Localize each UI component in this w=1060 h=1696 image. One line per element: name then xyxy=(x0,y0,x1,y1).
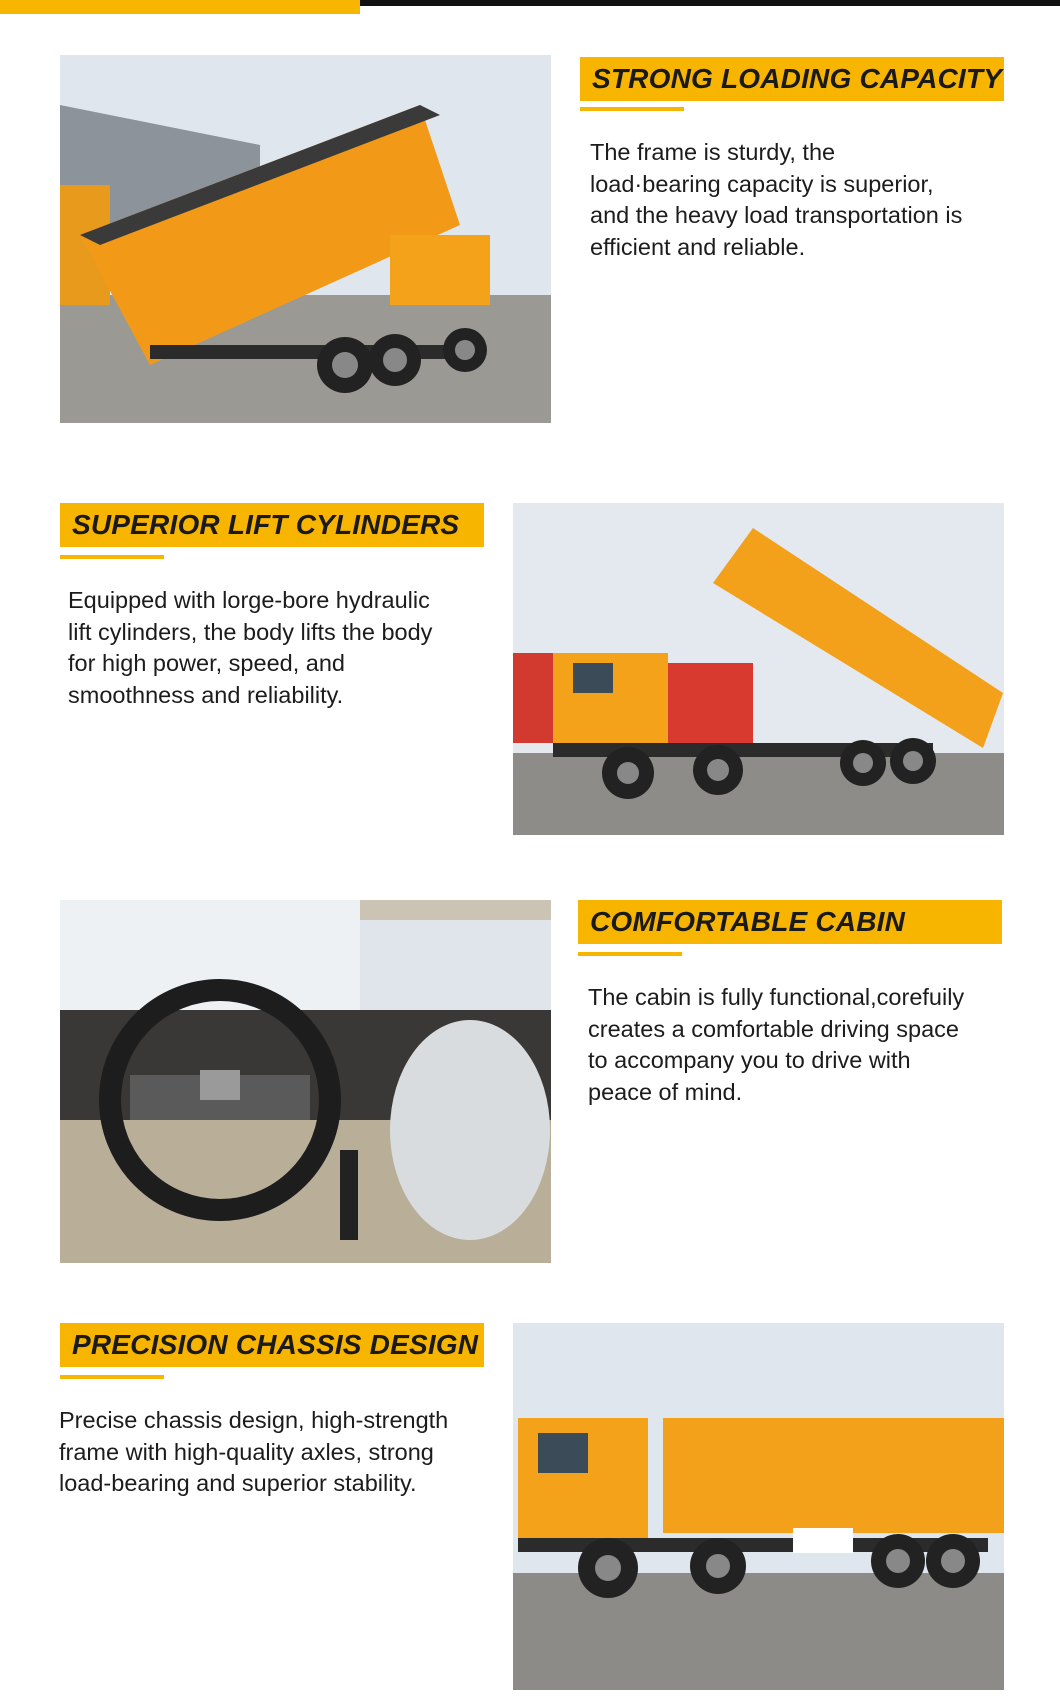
desc-line: lift cylinders, the body lifts the body xyxy=(68,618,433,645)
desc-line: load-bearing and superior stability. xyxy=(59,1470,417,1496)
section-4-description xyxy=(59,1405,448,1500)
cabin-interior-photo xyxy=(60,900,551,1263)
section-4-title-banner xyxy=(60,1323,484,1367)
section-3-title: COMFORTABLE CABIN xyxy=(590,906,906,937)
desc-line: for high power, speed, and xyxy=(68,650,345,676)
desc-line: to accompany you to drive with xyxy=(588,1047,911,1073)
desc-line: and the heavy load transportation is xyxy=(590,202,963,228)
desc-line: smoothness and reliability. xyxy=(68,681,344,708)
section-1-title-banner xyxy=(580,57,1004,101)
section-3-underline xyxy=(578,952,682,956)
section-1-title: STRONG LOADING CAPACITY xyxy=(592,63,1003,94)
section-3-title-banner xyxy=(578,900,1002,944)
section-3-description xyxy=(588,982,964,1108)
desc-line: Equipped with lorge-bore hydraulic xyxy=(68,587,430,613)
section-2-underline xyxy=(60,555,164,559)
dump-truck-tipping-photo xyxy=(513,503,1004,835)
section-2-title: SUPERIOR LIFT CYLINDERS xyxy=(72,509,460,540)
desc-line: peace of mind. xyxy=(588,1078,743,1105)
section-1-description xyxy=(590,137,962,263)
dump-truck-side-view-photo xyxy=(513,1323,1004,1690)
section-2-title-banner xyxy=(60,503,484,547)
desc-line: The frame is sturdy, the xyxy=(590,139,836,165)
desc-line: efficient and reliable. xyxy=(590,233,806,260)
header-divider-line xyxy=(360,0,1060,6)
header-accent-bar xyxy=(0,0,360,14)
desc-line: load·bearing capacity is superior, xyxy=(590,170,934,197)
desc-line: Precise chassis design, high-strength xyxy=(59,1407,449,1433)
dump-truck-raised-bed-photo xyxy=(60,55,551,423)
desc-line: frame with high-quality axles, strong xyxy=(59,1438,434,1465)
desc-line: The cabin is fully functional,corefuily xyxy=(588,984,965,1010)
section-2-description xyxy=(68,585,432,711)
section-4-title: PRECISION CHASSIS DESIGN xyxy=(72,1329,479,1360)
section-4-underline xyxy=(60,1375,164,1379)
section-1-underline xyxy=(580,107,684,111)
desc-line: creates a comfortable driving space xyxy=(588,1015,959,1042)
